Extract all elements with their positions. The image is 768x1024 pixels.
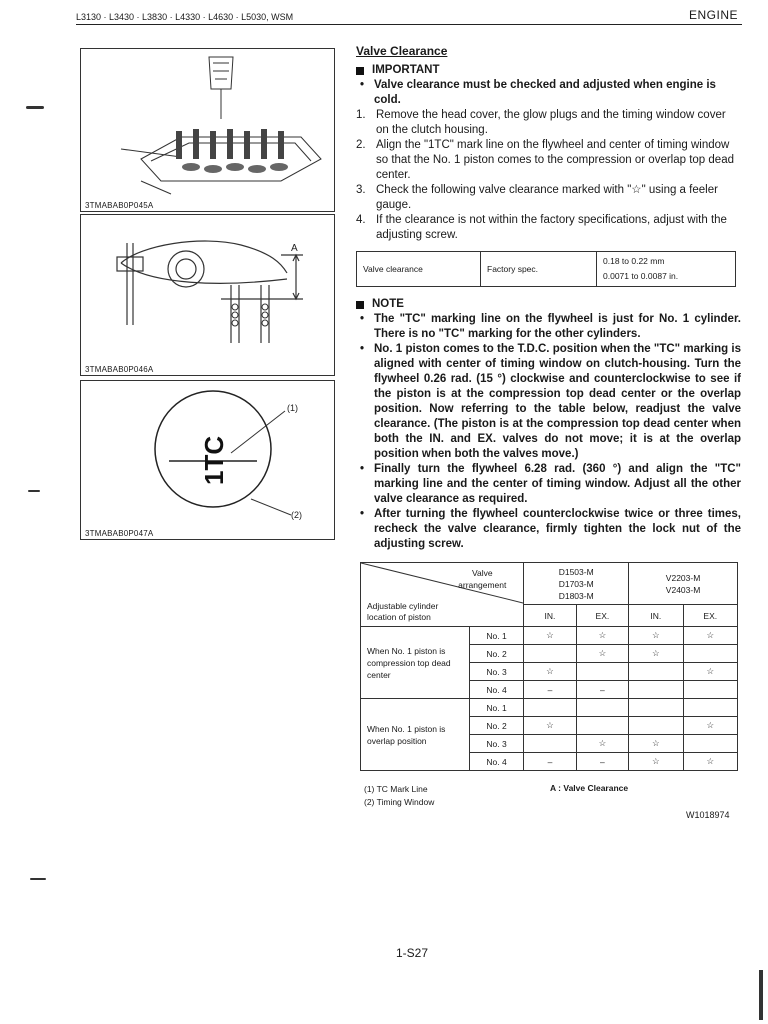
table-row [361,699,738,717]
valve-cell [683,699,737,717]
corner-top-label: Valve arrangement [458,568,507,590]
header-section: ENGINE [688,8,738,22]
spec-value-in: 0.0071 to 0.0087 in. [603,271,679,281]
note-item [356,342,741,462]
engine-model: V2203-M [665,572,701,583]
engine-model: D1703-M [558,578,594,589]
note-text: After turning the flywheel counterclockwise twice or three times, recheck the valve clearance, firmly tighten the lock nut of the adjusting screw. [374,508,741,550]
valve-cell [576,717,628,735]
figure-rocker-arm [80,214,335,376]
cylinder-cell: No. 1 [469,627,523,645]
valve-cell: ☆ [524,627,576,645]
note-heading [356,297,741,312]
valve-cell [683,681,737,699]
timing-window-drawing [81,381,334,527]
corner-bottom-label: Adjustable cylinder location of piston [367,601,439,622]
scan-mark [759,970,763,1020]
valve-cell: ☆ [524,663,576,681]
figure-legend [364,783,434,809]
step-number: 4. [356,214,366,226]
cylinder-cell: No. 2 [469,645,523,663]
valve-train-drawing [81,49,334,199]
valve-cell [524,735,576,753]
valve-cell [629,681,683,699]
step-number: 2. [356,139,366,151]
group-label: When No. 1 piston is compression top dead center [361,627,470,699]
cylinder-cell: No. 1 [469,699,523,717]
valve-cell: ☆ [576,735,628,753]
engine-group-1 [524,563,629,605]
valve-cell: ☆ [629,645,683,663]
in-header: IN. [524,605,576,627]
scan-mark [26,106,44,109]
spec-table [356,251,736,287]
valve-cell: – [576,753,628,771]
step-text: Remove the head cover, the glow plugs and the timing window cover on the clutch housing. [376,109,726,136]
valve-cell: ☆ [683,717,737,735]
important-heading [356,63,741,78]
engine-model: D1503-M [558,566,594,577]
bullet-dot-icon: • [359,343,365,355]
table-header-row [361,563,738,605]
important-label: IMPORTANT [372,64,440,76]
valve-arrangement-table [360,562,738,771]
important-bullet [356,78,741,108]
ex-header: EX. [576,605,628,627]
valve-cell [629,663,683,681]
valve-cell: ☆ [576,645,628,663]
scan-mark [28,490,40,492]
spec-row [357,252,736,287]
spec-name: Valve clearance [357,252,481,287]
page-number: 1-S27 [396,946,429,960]
note-label: NOTE [372,298,404,310]
step-text: Align the "1TC" mark line on the flywheel and center of timing window so that the No. 1 piston comes to the compression or overlap top dead center. [376,139,734,181]
ex-header: EX. [683,605,737,627]
note-item [356,507,741,552]
document-code: W1018974 [686,810,730,820]
table-row [361,627,738,645]
step-number: 1. [356,109,366,121]
legend-item: (1) TC Mark Line [364,784,428,794]
valve-cell: – [524,753,576,771]
header-models: L3130 · L3430 · L3830 · L4330 · L4630 · L5030, WSM [76,12,294,22]
valve-cell [524,645,576,663]
step-text: Check the following valve clearance marked with "☆" using a feeler gauge. [376,184,718,211]
figure-caption: 3TMABAB0P046A [85,365,154,374]
engine-group-2 [629,563,738,605]
legend-item: (2) Timing Window [364,797,435,807]
valve-cell: – [576,681,628,699]
cylinder-cell: No. 4 [469,753,523,771]
note-item [356,312,741,342]
bullet-dot-icon: • [359,313,365,325]
clearance-label-a: A [291,243,298,254]
in-header: IN. [629,605,683,627]
square-bullet-icon [356,67,364,75]
scan-mark [30,878,46,880]
rocker-arm-drawing [81,215,334,363]
step-item [356,138,741,183]
procedure-steps [356,108,741,243]
content-column [356,44,741,552]
valve-cell [576,663,628,681]
square-bullet-icon [356,301,364,309]
figure-caption: 3TMABAB0P045A [85,201,154,210]
cylinder-cell: No. 3 [469,663,523,681]
callout-2: (2) [291,510,302,520]
note-item [356,462,741,507]
note-text: Finally turn the flywheel 6.28 rad. (360 °) and align the "TC" marking line and the center of timing window. Adjust all the other valve clearance as required. [374,463,741,505]
group-label: When No. 1 piston is overlap position [361,699,470,771]
valve-cell [683,645,737,663]
valve-cell: ☆ [683,753,737,771]
valve-cell [629,717,683,735]
cylinder-cell: No. 4 [469,681,523,699]
step-text: If the clearance is not within the factory specifications, adjust with the adjusting screw. [376,214,727,241]
valve-cell: – [524,681,576,699]
note-text: No. 1 piston comes to the T.D.C. position when the "TC" marking is aligned with center of timing window on clutch-housing. Turn the flywheel 0.26 rad. (15 °) clockwise and counterclockwise to see if the piston is at the compression top dead center or the overlap position. Now referring to the table below, readjust the valve clearance. (The piston is at the compression top dead center when both the IN. and EX. valves do not move; it is at the overlap position when both the valves move.) [374,343,741,460]
spec-value-mm: 0.18 to 0.22 mm [603,256,665,266]
spec-type: Factory spec. [481,252,597,287]
step-item [356,108,741,138]
valve-cell [683,735,737,753]
bullet-dot-icon: • [359,508,365,520]
valve-cell: ☆ [629,753,683,771]
figure-timing-window [80,380,335,540]
callout-1: (1) [287,403,298,413]
valve-cell [524,699,576,717]
legend-a: A : Valve Clearance [550,783,629,793]
cylinder-cell: No. 3 [469,735,523,753]
step-item [356,213,741,243]
figure-valve-train [80,48,335,212]
spec-values [597,252,736,287]
step-item [356,183,741,213]
bullet-dot-icon: • [359,463,365,475]
note-text: The "TC" marking line on the flywheel is just for No. 1 cylinder. There is no "TC" marking for the other cylinders. [374,313,741,340]
valve-cell [576,699,628,717]
step-number: 3. [356,184,366,196]
engine-model: V2403-M [665,584,701,595]
bullet-dot-icon: • [359,79,365,91]
valve-cell: ☆ [524,717,576,735]
figure-caption: 3TMABAB0P047A [85,529,154,538]
table-corner-cell [361,563,524,627]
valve-cell [629,699,683,717]
valve-cell: ☆ [629,735,683,753]
valve-cell: ☆ [629,627,683,645]
tc-mark-text: 1TC [199,435,229,485]
section-title: Valve Clearance [356,44,448,58]
header-rule [76,24,742,25]
valve-cell: ☆ [576,627,628,645]
valve-cell: ☆ [683,627,737,645]
important-text: Valve clearance must be checked and adjusted when engine is cold. [374,79,716,106]
valve-cell: ☆ [683,663,737,681]
cylinder-cell: No. 2 [469,717,523,735]
engine-model: D1803-M [558,590,594,601]
